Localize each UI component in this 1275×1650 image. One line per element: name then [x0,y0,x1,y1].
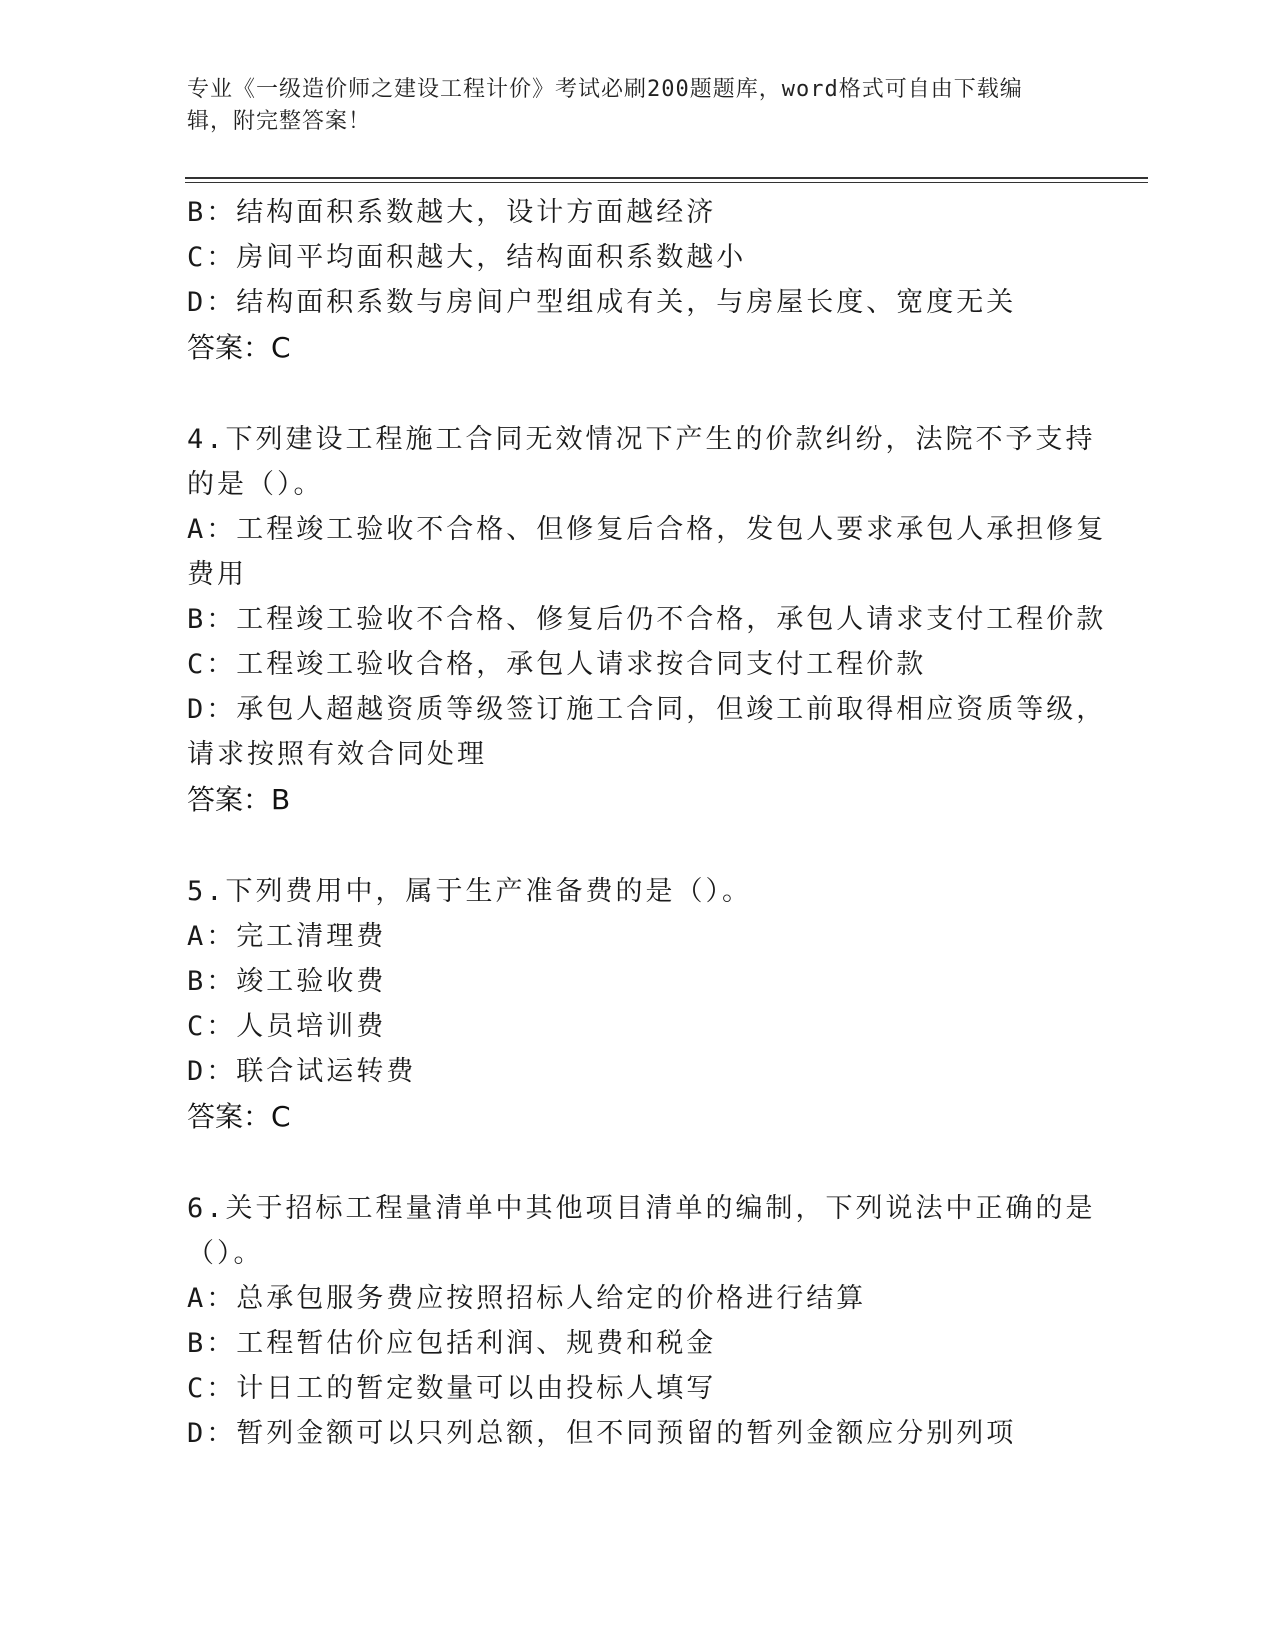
option-b: B：竣工验收费 [187,966,387,997]
question-6 [187,1186,1096,1456]
header-rule-thin [185,182,1148,183]
spacer [187,370,1077,417]
option-a-continued: 费用 [187,559,247,590]
option-a: A：完工清理费 [187,921,387,952]
question-5 [187,869,1077,1139]
option-b: B：工程竣工验收不合格、修复后仍不合格，承包人请求支付工程价款 [187,604,1107,635]
answer: 答案：C [187,331,291,364]
option-b: B：结构面积系数越大，设计方面越经济 [187,197,717,228]
option-d-continued: 请求按照有效合同处理 [187,739,487,770]
option-d: D：结构面积系数与房间户型组成有关，与房屋长度、宽度无关 [187,287,1017,318]
document-header: 专业《一级造价师之建设工程计价》考试必刷200题题库，word格式可自由下载编辑，附完整答案！ [187,77,1023,134]
option-a: A：工程竣工验收不合格、但修复后合格，发包人要求承包人承担修复 [187,514,1107,545]
question-4 [187,417,1107,822]
question-stem: 6.关于招标工程量清单中其他项目清单的编制，下列说法中正确的是 [187,1193,1096,1224]
header-rule-thick [185,177,1148,179]
option-c: C：工程竣工验收合格，承包人请求按合同支付工程价款 [187,649,927,680]
question-stem-continued: 的是（）。 [187,469,324,500]
spacer [187,1139,1077,1186]
question-3 [187,190,1077,370]
option-d: D：承包人超越资质等级签订施工合同，但竣工前取得相应资质等级， [187,694,1107,725]
option-c: C：计日工的暂定数量可以由投标人填写 [187,1373,717,1404]
option-d: D：暂列金额可以只列总额，但不同预留的暂列金额应分别列项 [187,1418,1017,1449]
answer: 答案：C [187,1100,291,1133]
question-stem: 4.下列建设工程施工合同无效情况下产生的价款纠纷，法院不予支持 [187,424,1096,455]
question-stem: 5.下列费用中，属于生产准备费的是（）。 [187,876,753,907]
answer: 答案：B [187,783,291,816]
option-d: D：联合试运转费 [187,1056,417,1087]
question-stem-continued: （）。 [187,1238,264,1269]
option-a: A：总承包服务费应按照招标人给定的价格进行结算 [187,1283,867,1314]
option-c: C：房间平均面积越大，结构面积系数越小 [187,242,747,273]
spacer [187,822,1077,869]
option-c: C：人员培训费 [187,1011,387,1042]
option-b: B：工程暂估价应包括利润、规费和税金 [187,1328,717,1359]
question-content [187,190,1107,1456]
